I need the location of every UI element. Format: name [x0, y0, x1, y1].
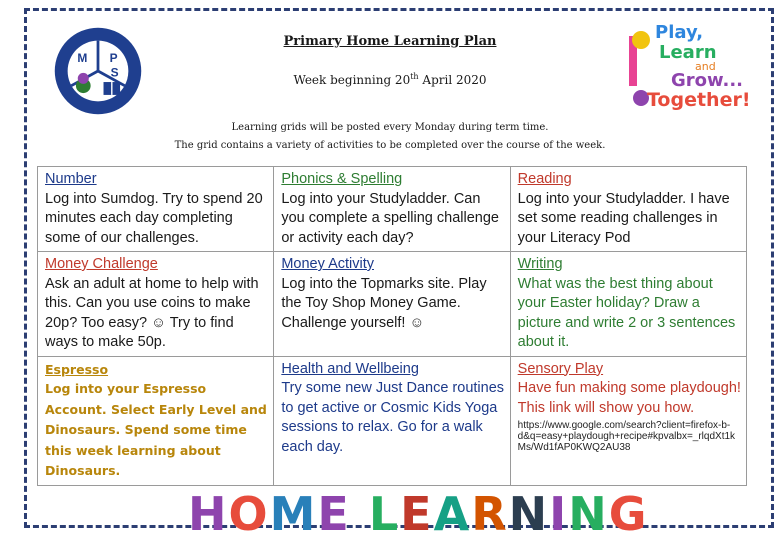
logo-word-learn: Learn: [659, 42, 717, 63]
banner-letter: [351, 492, 369, 536]
cell-body: Log into your Espresso Account. Select Early Level and Dinosaurs. Spend some time this week learning about Dinosaurs.: [45, 381, 267, 478]
banner-letter: A: [433, 487, 472, 541]
cell-body: Ask an adult at home to help with this. Can you use coins to make 20p? Too easy? ☺ Try to find ways to make 50p.: [45, 275, 259, 350]
cell-body: What was the best thing about your Easter holiday? Draw a picture and write 2 or 3 sentences about it.: [517, 275, 736, 350]
cell-body: Log into your Studyladder. I have set some reading challenges in your Literacy Pod: [517, 190, 730, 246]
logo-letter-p: P: [109, 50, 118, 65]
cell-heading: Sensory Play: [517, 360, 604, 377]
cell-heading: Writing: [517, 256, 563, 272]
cell-heading: Espresso: [45, 361, 109, 377]
banner-letter: G: [608, 487, 649, 541]
week-beginning: Week beginning 20th April 2020: [293, 72, 487, 87]
cell-heading: Number: [45, 171, 97, 187]
banner-letter: N: [568, 487, 609, 541]
cell-heading: Health and Wellbeing: [281, 360, 419, 377]
cell-sensory: [510, 356, 746, 485]
grid-row: [38, 356, 747, 485]
intro-note-2: The grid contains a variety of activities to be completed over the course of the week.: [174, 140, 606, 151]
playdough-link[interactable]: https://www.google.com/search?client=firefox-b-d&q=easy+playdough+recipe#kpvalbx=_rlqdXt1k Ms/Wd1fAP0KWQ2AU38: [517, 420, 736, 453]
banner-letter: L: [368, 487, 401, 541]
grid-row: [38, 167, 747, 252]
cell-heading: Phonics & Spelling: [281, 171, 403, 187]
logo-word-grow: Grow...: [671, 70, 744, 91]
banner-letter: E: [317, 487, 351, 541]
cell-body: Log into your Studyladder. Can you complete a spelling challenge or activity each day?: [281, 190, 499, 246]
cell-body: Log into Sumdog. Try to spend 20 minutes each day completing some of our challenges.: [45, 190, 263, 246]
cell-body: Have fun making some playdough! This link will show you how.: [517, 380, 741, 416]
learning-grid: [37, 166, 747, 486]
cell-heading: Reading: [517, 171, 572, 187]
logo-letter-m: M: [77, 50, 88, 65]
banner-letter: R: [471, 487, 509, 541]
cell-heading: Money Activity: [281, 256, 374, 272]
banner-letter: N: [508, 487, 550, 541]
cell-body: Log into the Topmarks site. Play the Toy Shop Money Game. Challenge yourself! ☺: [281, 275, 487, 331]
cell-heading: Money Challenge: [45, 256, 158, 272]
cell-body: Try some new Just Dance routines to get active or Cosmic Kids Yoga sessions to relax. Go for a walk each day.: [281, 380, 505, 455]
banner-letter: O: [228, 487, 270, 541]
grid-row: [38, 252, 747, 357]
intro-note-1: Learning grids will be posted every Monday during term time.: [231, 122, 549, 133]
cell-money-challenge: [38, 252, 274, 357]
cell-number: [38, 167, 274, 252]
banner-letter: E: [400, 487, 434, 541]
cell-reading: [510, 167, 746, 252]
logo-word-together: Together!: [647, 89, 751, 110]
logo-letter-s: S: [110, 65, 119, 80]
logo-word-and: and: [695, 60, 716, 73]
logo-word-play: Play,: [655, 22, 704, 43]
cell-writing: [510, 252, 746, 357]
cell-phonics: [274, 167, 510, 252]
cell-espresso: [38, 356, 274, 485]
cell-health: [274, 356, 510, 485]
play-learn-grow-logo: [625, 18, 760, 110]
banner-letter: H: [188, 487, 229, 541]
banner-letter: M: [269, 487, 318, 541]
cell-money-activity: [274, 252, 510, 357]
page-title: Primary Home Learning Plan: [283, 34, 497, 49]
banner-letter: I: [549, 487, 569, 541]
home-learning-banner: [188, 487, 649, 541]
